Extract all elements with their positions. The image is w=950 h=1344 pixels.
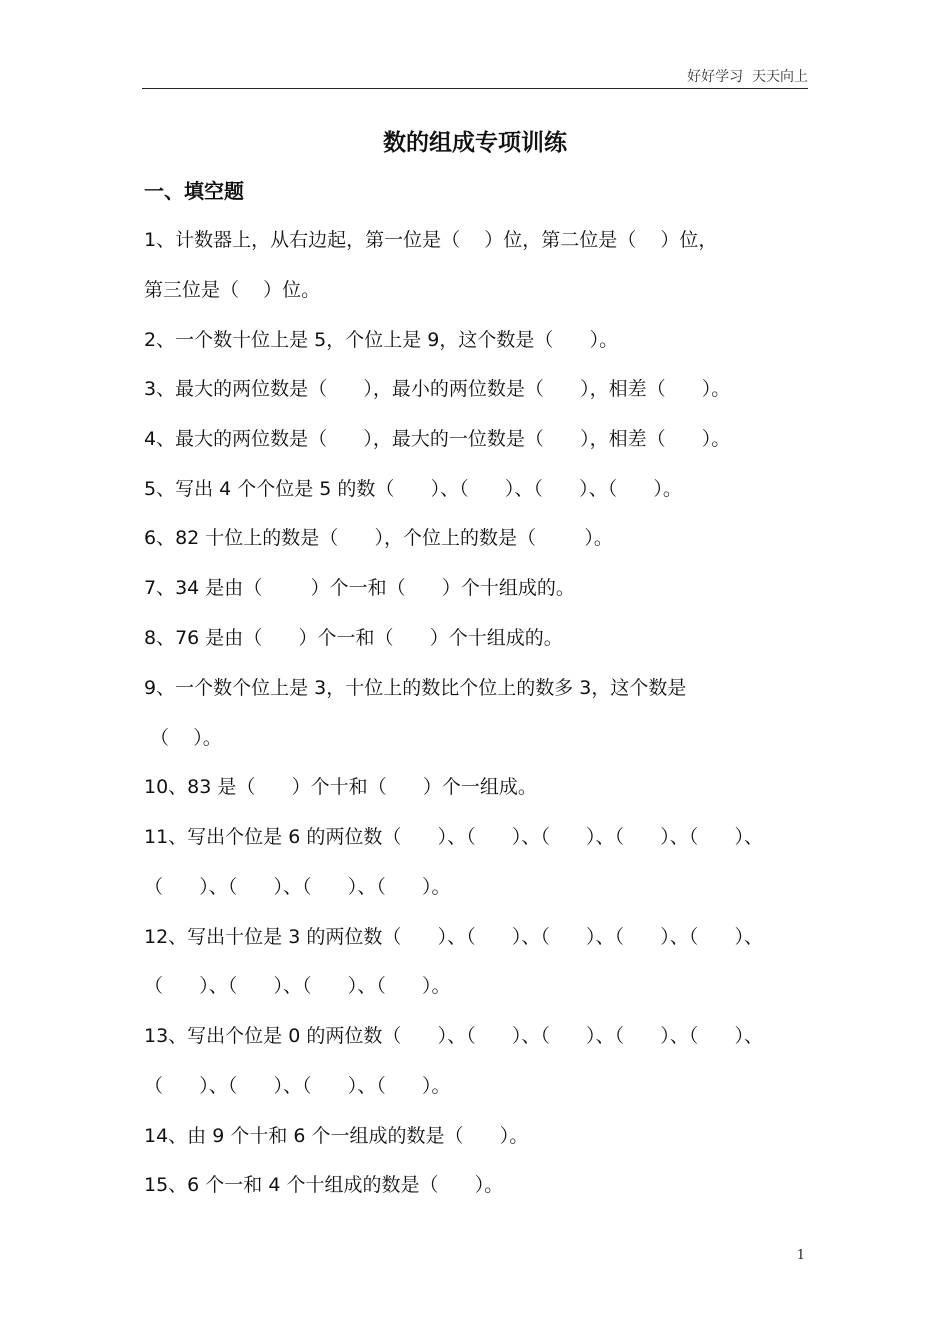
question-line: 13、写出个位是 0 的两位数（ ）、（ ）、（ ）、（ ）、（ ）、: [144, 1025, 764, 1047]
question-line: 6、82 十位上的数是（ ），个位上的数是（ ）。: [144, 527, 613, 549]
question-line: （ ）、（ ）、（ ）、（ ）。: [144, 1075, 451, 1097]
question-line: 2、一个数十位上是 5，个位上是 9，这个数是（ ）。: [144, 329, 619, 351]
question-line: 第三位是（ ）位。: [144, 279, 321, 301]
page-header: [142, 64, 808, 89]
question-line: （ ）。: [144, 727, 222, 749]
question-line: 14、由 9 个十和 6 个一组成的数是（ ）。: [144, 1125, 529, 1147]
question-line: 9、一个数个位上是 3，十位上的数比个位上的数多 3，这个数是: [144, 677, 687, 699]
question-line: 15、6 个一和 4 个十组成的数是（ ）。: [144, 1174, 504, 1196]
worksheet-title: 数的组成专项训练: [383, 130, 567, 156]
question-line: 12、写出十位是 3 的两位数（ ）、（ ）、（ ）、（ ）、（ ）、: [144, 926, 764, 948]
section-heading: 一、填空题: [144, 179, 244, 203]
question-line: （ ）、（ ）、（ ）、（ ）。: [144, 975, 451, 997]
question-line: 8、76 是由（ ）个一和（ ）个十组成的。: [144, 627, 563, 649]
question-line: 1、计数器上，从右边起，第一位是（ ）位，第二位是（ ）位，: [144, 229, 718, 251]
question-line: 4、最大的两位数是（ ），最大的一位数是（ ），相差（ ）。: [144, 428, 731, 450]
question-line: 7、34 是由（ ）个一和（ ）个十组成的。: [144, 577, 575, 599]
question-line: 10、83 是（ ）个十和（ ）个一组成。: [144, 776, 537, 798]
question-line: 5、写出 4 个个位是 5 的数（ ）、（ ）、（ ）、（ ）。: [144, 478, 682, 500]
question-line: 11、写出个位是 6 的两位数（ ）、（ ）、（ ）、（ ）、（ ）、: [144, 826, 764, 848]
question-line: 3、最大的两位数是（ ），最小的两位数是（ ），相差（ ）。: [144, 378, 731, 400]
page-number: 1: [796, 1248, 805, 1263]
question-line: （ ）、（ ）、（ ）、（ ）。: [144, 876, 451, 898]
header-motto: 好好学习 天天向上: [687, 69, 808, 85]
